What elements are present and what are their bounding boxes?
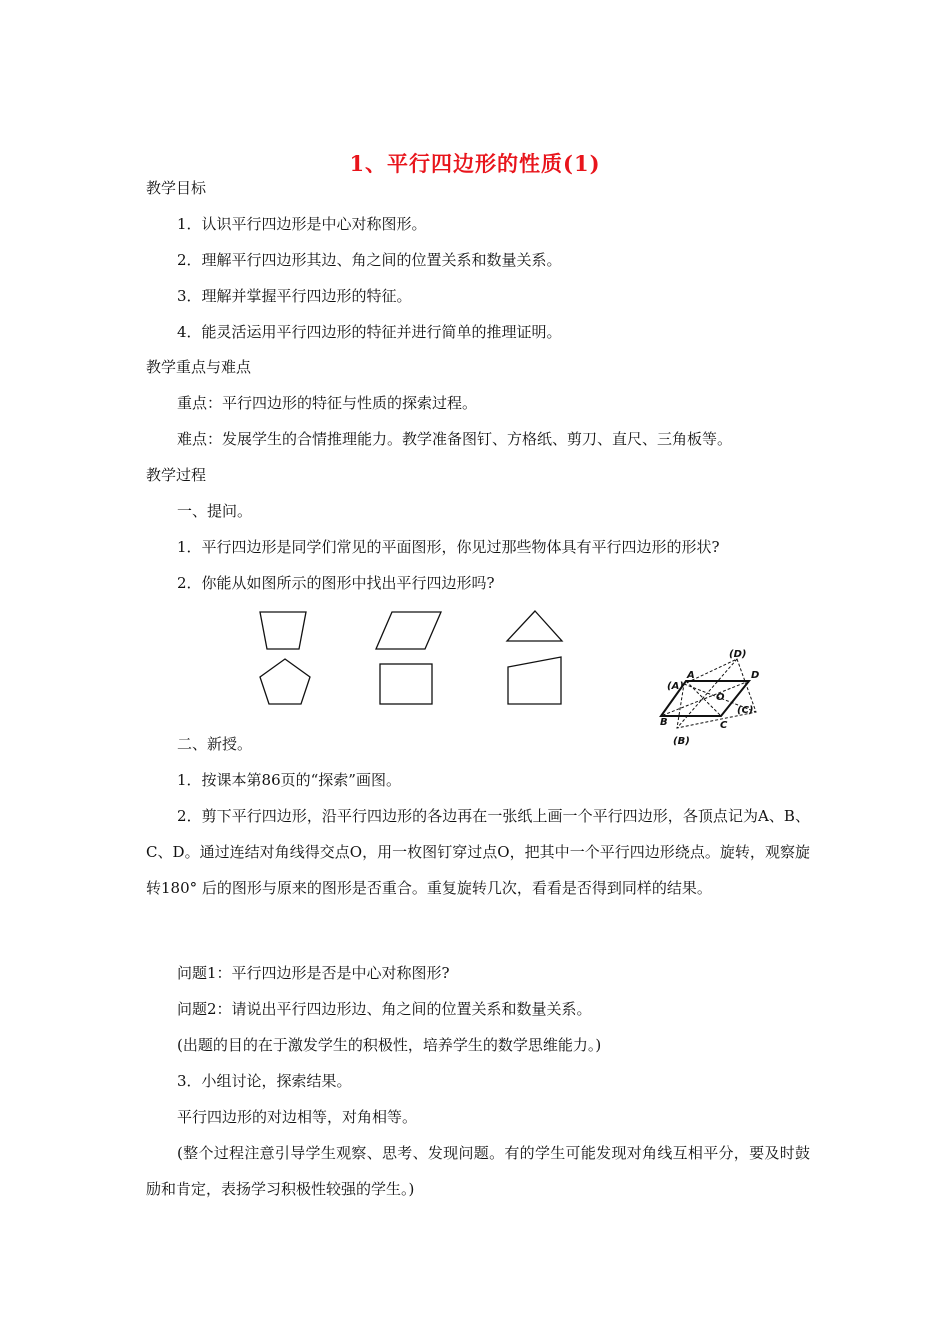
figure-label-d-rotated: (D) [729,649,747,660]
figure-label-d: D [751,670,760,681]
note-1: (出题的目的在于激发学生的积极性，培养学生的数学思维能力。) [177,1036,602,1054]
part2-item: 3．小组讨论，探索结果。 [177,1072,352,1090]
figure-label-a-rotated: (A) [667,681,684,692]
key-point: 重点：平行四边形的特征与性质的探索过程。 [177,394,478,412]
pentagon-shape [260,659,310,704]
quadrilateral-shape [508,657,561,704]
trapezoid-shape [260,612,306,649]
question-1: 问题1：平行四边形是否是中心对称图形? [177,964,450,982]
goals-heading: 教学目标 [146,179,207,197]
triangle-shape [507,611,562,641]
key-heading: 教学重点与难点 [146,358,252,376]
figure-label-a: A [687,670,695,681]
part1-item: 2．你能从如图所示的图形中找出平行四边形吗? [177,574,495,592]
rectangle-shape [380,664,432,704]
figure-label-o: O [716,692,725,703]
goal-item: 2．理解平行四边形其边、角之间的位置关系和数量关系。 [177,251,562,269]
part1-item: 1．平行四边形是同学们常见的平面图形，你见过那些物体具有平行四边形的形状? [177,538,720,556]
goal-item: 4．能灵活运用平行四边形的特征并进行简单的推理证明。 [177,323,562,341]
conclusion: 平行四边形的对边相等，对角相等。 [177,1108,418,1126]
part2-heading: 二、新授。 [177,735,253,753]
part1-heading: 一、提问。 [177,502,253,520]
process-heading: 教学过程 [146,466,207,484]
difficult-point: 难点：发展学生的合情推理能力。教学准备图钉、方格纸、剪刀、直尺、三角板等。 [177,430,733,448]
question-2: 问题2：请说出平行四边形边、角之间的位置关系和数量关系。 [177,1000,592,1018]
figure-label-b-rotated: (B) [673,736,690,747]
figure-label-b: B [660,717,668,728]
parallelogram-shape [376,612,441,649]
goal-item: 3．理解并掌握平行四边形的特征。 [177,287,412,305]
parallelogram-rotation-figure [661,659,756,728]
figure-label-c: C [720,720,728,731]
part2-item: 1．按课本第86页的“探索”画图。 [177,771,401,789]
note-2: (整个过程注意引导学生观察、思考、发现问题。有的学生可能发现对角线互相平分，要及时鼓励和肯定，表扬学习积极性较强的学生。) [146,1144,810,1198]
goal-item: 1．认识平行四边形是中心对称图形。 [177,215,427,233]
figure-label-c-rotated: (C) [737,705,754,716]
document-title: 1、平行四边形的性质(1) [349,151,601,176]
part2-paragraph: 2．剪下平行四边形，沿平行四边形的各边再在一张纸上画一个平行四边形，各顶点记为A、B、C、D。通过连结对角线得交点O，用一枚图钉穿过点O，把其中一个平行四边形绕点。旋转，观察旋转180° 后的图形与原来的图形是否重合。重复旋转几次，看看是否得到同样的结果。 [146,807,810,897]
